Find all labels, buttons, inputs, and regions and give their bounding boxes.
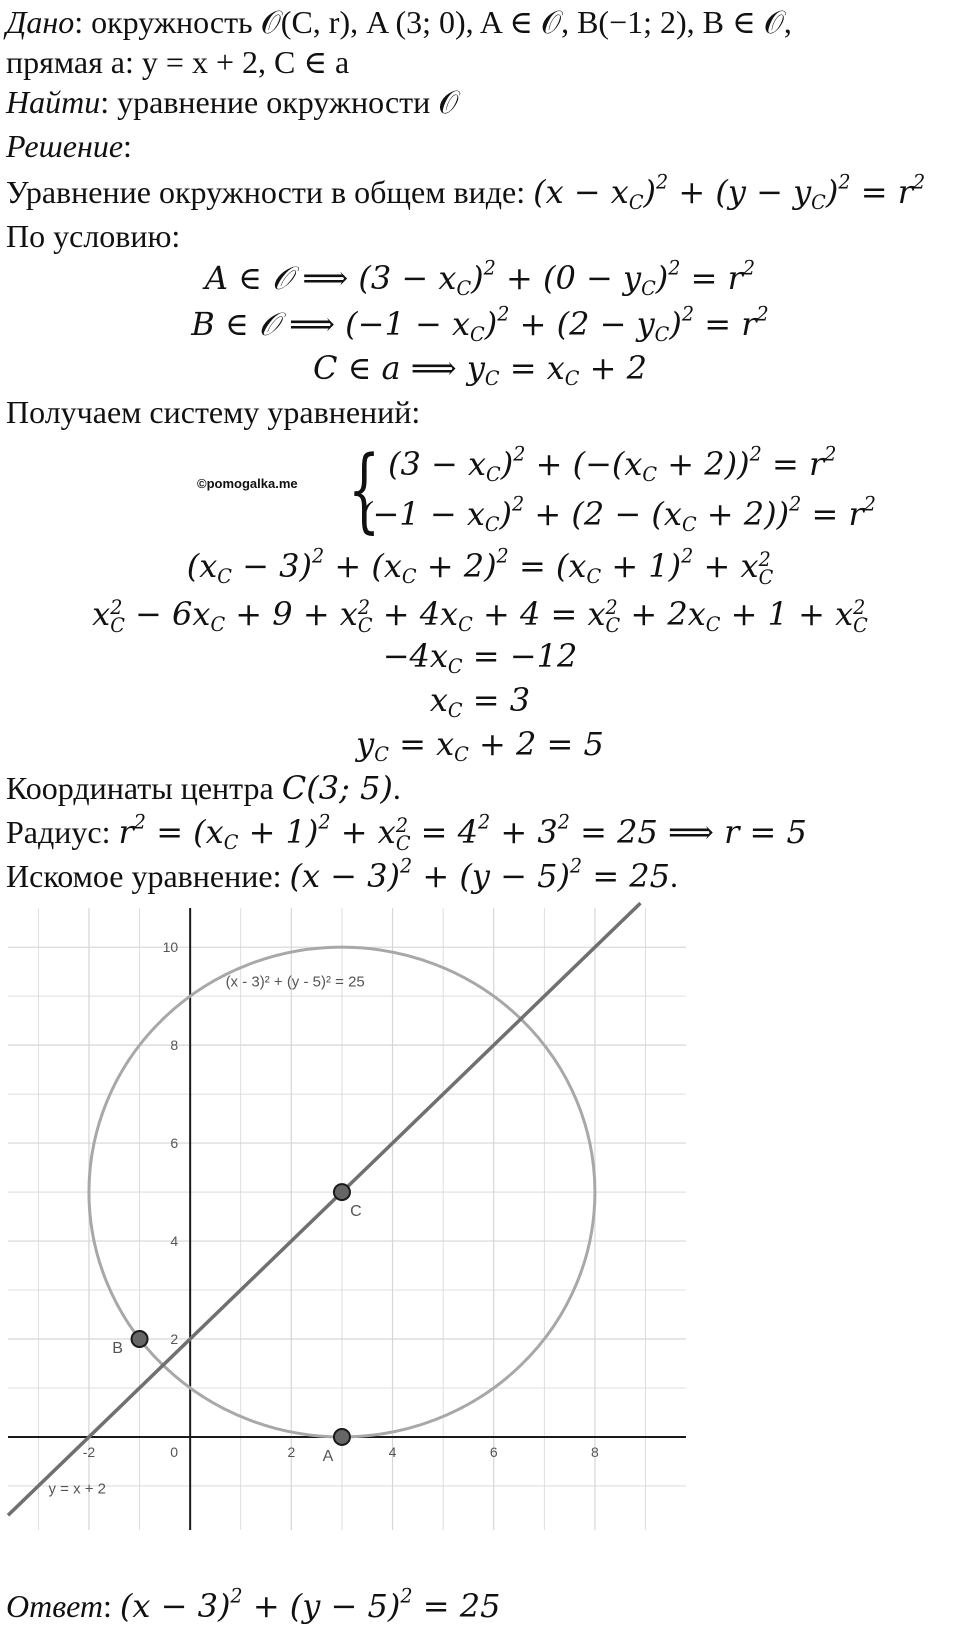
y-tick-label: 10: [162, 939, 179, 956]
result-text: Искомое уравнение:: [6, 858, 290, 894]
system-equation-2: $(-1 - x_C)^2 + (2 - (x_C + 2))^2 = r^2$: [360, 492, 876, 536]
point-label-B: B: [112, 1339, 123, 1357]
given-label: Дано: [6, 4, 75, 40]
plot-shapes: [8, 903, 640, 1515]
circle-equation-label: (x - 3)² + (y - 5)² = 25: [225, 973, 365, 991]
radius-text: Радиус:: [6, 814, 119, 850]
x-tick-label: 8: [591, 1443, 599, 1460]
given-text: : окружность 𝒪(C, r), A (3; 0), A ∈ 𝒪, B(−1; 2), B ∈ 𝒪,: [74, 4, 792, 40]
solution-suffix: :: [123, 128, 132, 164]
find-line: [6, 82, 458, 122]
find-text: : уравнение окружности 𝒪: [100, 84, 459, 120]
coordinate-graph: [0, 898, 700, 1548]
answer-line: [6, 1586, 500, 1626]
general-equation-line: [6, 172, 925, 212]
result-formula: $(x - 3)^2 + (y - 5)^2 = 25$: [289, 854, 671, 895]
solution-line: [6, 126, 132, 166]
center-suffix: .: [392, 770, 401, 806]
find-label: Найти: [6, 84, 101, 120]
system-equation-1: $(3 - x_C)^2 + (-(x_C + 2))^2 = r^2$: [388, 442, 837, 486]
point-label-A: A: [322, 1447, 334, 1465]
answer-text: :: [103, 1588, 120, 1624]
x-tick-label: 2: [287, 1443, 296, 1460]
y-tick-label: 6: [170, 1135, 179, 1152]
point-C: [334, 1184, 350, 1200]
x-tick-label: 6: [489, 1443, 498, 1460]
general-equation-formula: $(x - x_C)^2 + (y - y_C)^2 = r^2$: [533, 170, 926, 214]
center-value: C(3; 5): [281, 769, 393, 807]
system-intro: Получаем систему уравнений:: [6, 394, 421, 430]
result-suffix: .: [670, 858, 679, 894]
y-tick-label: 8: [170, 1037, 179, 1054]
radius-line: [6, 810, 807, 855]
answer-label: Ответ: [6, 1588, 103, 1624]
solution-label: Решение: [6, 128, 124, 164]
center-text: Координаты центра: [6, 770, 282, 806]
step-5: $y_C = x_C + 2 = 5$: [356, 725, 604, 766]
point-label-C: C: [350, 1203, 362, 1221]
x-tick-label: 0: [170, 1443, 179, 1460]
watermark: ©pomogalka.me: [197, 476, 298, 491]
point-A: [334, 1429, 350, 1445]
y-tick-label: 4: [170, 1233, 179, 1250]
y-tick-label: 2: [170, 1330, 179, 1347]
system-brace: {: [348, 436, 381, 543]
condition-heading: По условию:: [6, 218, 181, 254]
radius-formula: $r^2 = (x_C + 1)^2 + x$ 2 C = $4^2 + 3^2 = 25$ ⟹ r = 5: [118, 810, 807, 855]
step-1: $(x_C - 3)^2 + (x_C + 2)^2 = (x_C + 1)^2 + x$ 2 C: [186, 544, 774, 589]
condition-c: C ∈ a ⟹ $y_C = x_C + 2$: [313, 349, 647, 390]
step-3: $-4x_C = -12$: [382, 637, 578, 678]
answer-formula: $(x - 3)^2 + (y - 5)^2 = 25$: [119, 1584, 501, 1625]
condition-b: B ∈ 𝒪 ⟹ $(-1 - x_C)^2 + (2 - y_C)^2 = r^2$: [191, 302, 769, 346]
given-line: [6, 2, 792, 42]
x-tick-label: -2: [82, 1443, 96, 1460]
step-2: x 2 C − $6x_C + 9 + x$ 2 C + $4x_C + 4 = x$ 2 C + $2x_C + 1 + x$ 2 C: [92, 595, 868, 637]
center-line: [6, 768, 401, 808]
result-line: [6, 856, 678, 896]
point-B: [132, 1331, 148, 1347]
general-equation-text: Уравнение окружности в общем виде:: [6, 174, 534, 210]
line-y-equals-x-plus-2: [8, 903, 640, 1515]
condition-a: A ∈ 𝒪 ⟹ $(3 - x_C)^2 + (0 - y_C)^2 = r^2$: [204, 256, 756, 300]
line-equation-label: y = x + 2: [48, 1480, 107, 1498]
x-tick-label: 4: [388, 1443, 397, 1460]
given-line-2: прямая a: y = x + 2, C ∈ a: [6, 44, 350, 80]
step-4: $x_C = 3$: [429, 681, 531, 722]
